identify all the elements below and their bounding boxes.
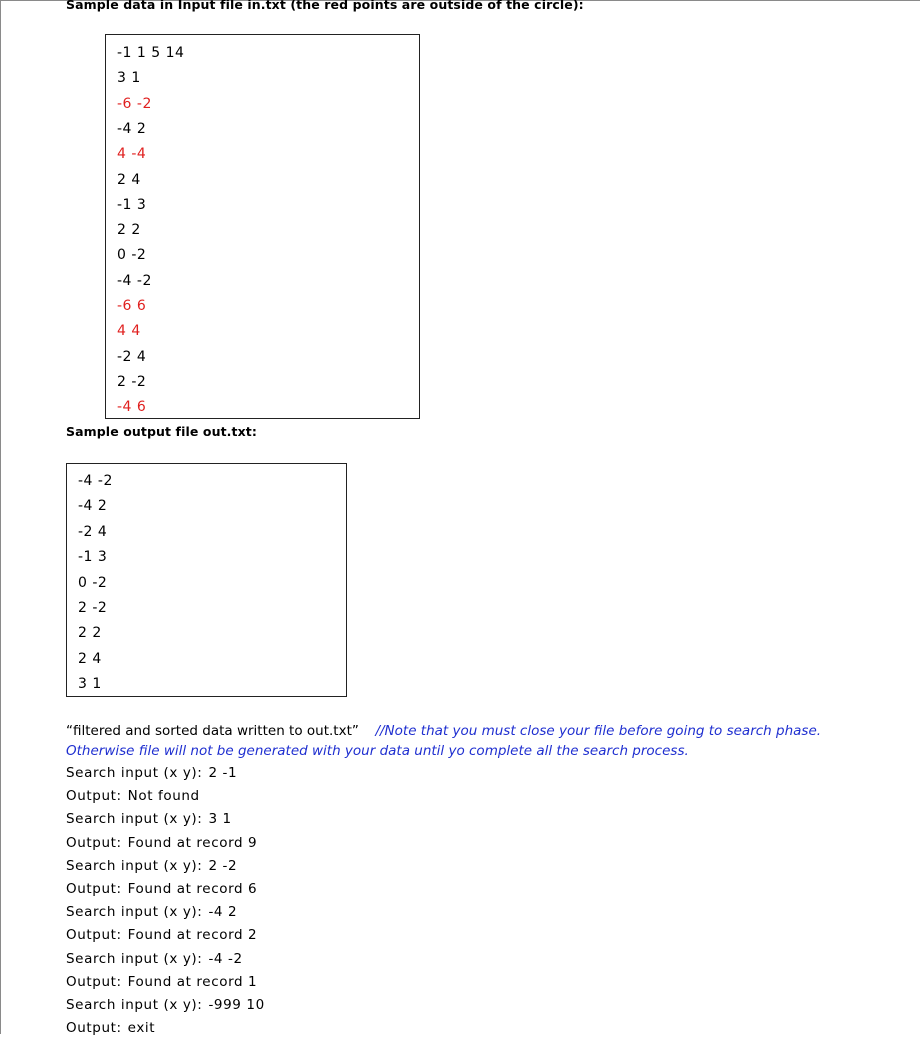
search-log-row	[66, 973, 257, 991]
search-log-label: Output:	[66, 834, 122, 851]
note-line-1: //Note that you must close your file before going to search phase.	[375, 723, 822, 739]
input-line: 2 2	[117, 222, 141, 239]
search-log-row	[66, 810, 232, 828]
search-log-row	[66, 903, 237, 921]
output-line: -4 2	[78, 498, 108, 515]
output-line: -2 4	[78, 523, 108, 540]
output-line: 2 -2	[78, 600, 108, 616]
input-line: 4 4	[117, 323, 141, 340]
search-log-label: Search input (x y):	[66, 904, 203, 921]
input-line: 0 -2	[117, 247, 147, 264]
input-line: 2 4	[117, 171, 141, 188]
search-log-label: Search input (x y):	[66, 950, 203, 967]
input-line: -1 1 5 14	[117, 45, 185, 61]
search-log-row	[66, 857, 237, 875]
search-log-value: -4 2	[208, 904, 238, 921]
search-log-label: Search input (x y):	[66, 857, 203, 874]
note-line-2: Otherwise file will not be generated with your data until yo complete all the search process.	[66, 743, 689, 759]
input-file-heading: Sample data in Input file in.txt (the red points are outside of the circle):	[66, 0, 584, 12]
search-log-value: Found at record 1	[127, 973, 258, 990]
search-log-row	[66, 926, 257, 944]
page-left-border	[0, 0, 1, 1034]
search-log-label: Search input (x y):	[66, 765, 203, 781]
search-log-value: Found at record 6	[127, 881, 258, 897]
search-log-row	[66, 764, 237, 782]
input-line: -6 6	[117, 298, 147, 314]
filtered-message-line	[66, 722, 821, 740]
search-log-label: Output:	[66, 788, 122, 805]
input-line: -4 -2	[117, 272, 152, 289]
output-line: 0 -2	[78, 574, 108, 591]
output-line: -4 -2	[78, 473, 113, 489]
input-line: -4 2	[117, 120, 147, 137]
search-log-row	[66, 880, 257, 898]
output-line: 3 1	[78, 676, 102, 693]
search-log-value: -999 10	[208, 997, 265, 1013]
search-log-label: Output:	[66, 973, 122, 990]
input-line: -6 -2	[117, 95, 152, 112]
search-log-label: Output:	[66, 927, 122, 944]
search-log-value: 3 1	[208, 811, 232, 828]
search-log-row	[66, 1019, 155, 1037]
search-log-label: Output:	[66, 881, 122, 897]
input-line: 2 -2	[117, 373, 147, 390]
output-file-box	[66, 463, 347, 697]
output-file-heading: Sample output file out.txt:	[66, 424, 257, 439]
search-log-value: Not found	[127, 788, 200, 805]
search-log-row	[66, 834, 257, 852]
output-line: -1 3	[78, 549, 108, 566]
search-log-value: -4 -2	[208, 950, 243, 967]
input-line: 4 -4	[117, 146, 147, 163]
search-log-value: Found at record 2	[127, 927, 258, 944]
search-log-value: 2 -2	[208, 857, 238, 874]
output-line: 2 2	[78, 625, 102, 642]
search-log-value: exit	[127, 1020, 156, 1037]
input-file-box	[105, 34, 420, 419]
search-log-row	[66, 996, 265, 1014]
search-log-label: Search input (x y):	[66, 811, 203, 828]
filtered-message: “filtered and sorted data written to out.txt”	[66, 723, 359, 739]
input-line: -4 6	[117, 399, 147, 416]
input-line: -2 4	[117, 348, 147, 365]
search-log-value: 2 -1	[208, 765, 238, 781]
search-log-label: Search input (x y):	[66, 997, 203, 1013]
search-log-value: Found at record 9	[127, 834, 258, 851]
input-line: -1 3	[117, 196, 147, 213]
search-log-label: Output:	[66, 1020, 122, 1037]
search-log-row	[66, 787, 200, 805]
search-log-row	[66, 950, 243, 968]
output-line: 2 4	[78, 650, 102, 667]
input-line: 3 1	[117, 70, 141, 87]
